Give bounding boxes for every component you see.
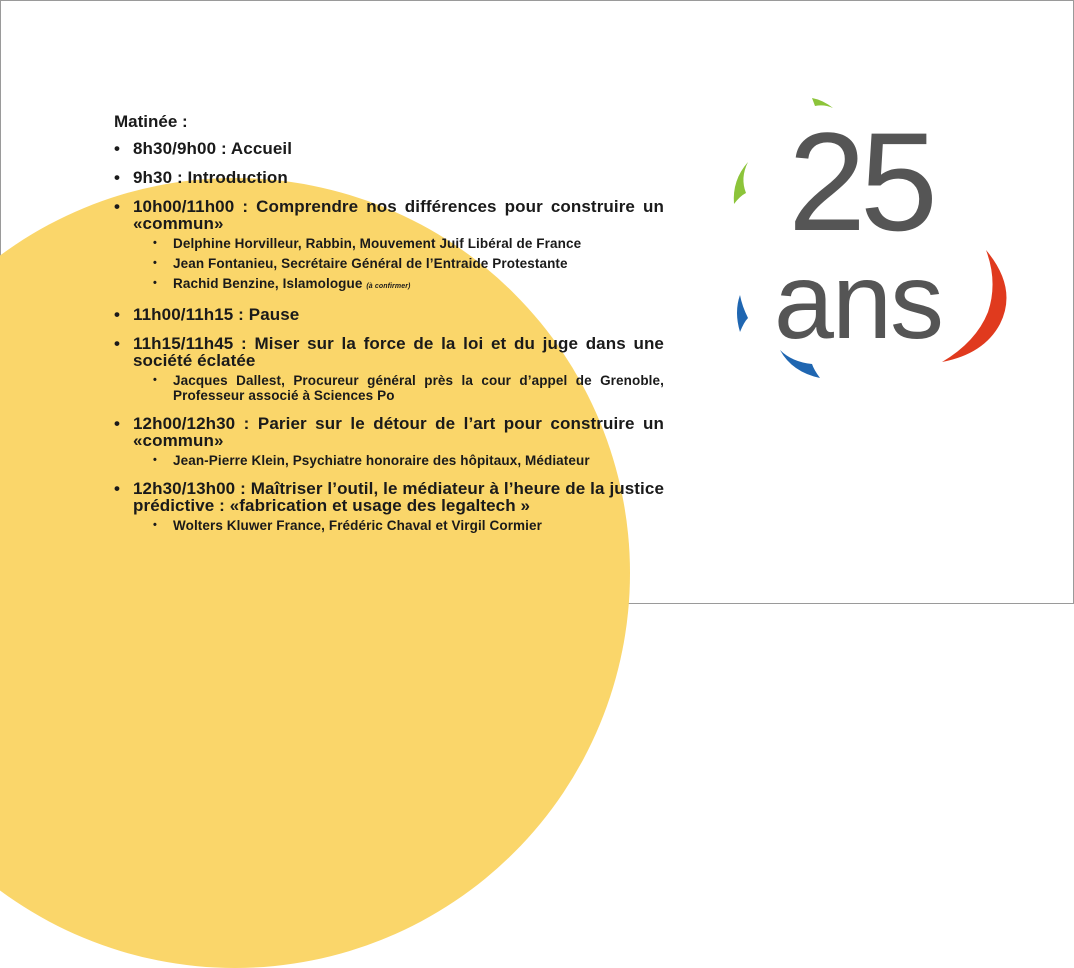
bullet-icon: • xyxy=(114,197,121,216)
agenda-list xyxy=(112,140,664,533)
bullet-icon: • xyxy=(114,479,121,498)
anniversary-logo xyxy=(720,92,1020,382)
bullet-icon: • xyxy=(153,257,157,269)
speaker-list xyxy=(133,518,664,533)
speaker-text: Wolters Kluwer France, Frédéric Chaval et Virgil Cormier xyxy=(173,518,542,533)
agenda-item-text: 10h00/11h00 : Comprendre nos différences pour construire un «commun» xyxy=(133,197,664,233)
agenda-item-text: 9h30 : Introduction xyxy=(133,168,288,187)
speaker-text: Jean-Pierre Klein, Psychiatre honoraire des hôpitaux, Médiateur xyxy=(173,453,590,468)
speaker-item xyxy=(133,236,664,251)
bullet-icon: • xyxy=(153,374,157,386)
red-arc-right xyxy=(942,250,1006,362)
bullet-icon: • xyxy=(114,139,121,158)
bullet-icon: • xyxy=(153,519,157,531)
confirmation-note: (à confirmer) xyxy=(366,283,411,290)
speaker-item xyxy=(133,373,664,403)
bullet-icon: • xyxy=(114,334,121,353)
agenda-item xyxy=(112,480,664,533)
speaker-list xyxy=(133,453,664,468)
agenda-item xyxy=(112,306,664,323)
speaker-text: Jean Fontanieu, Secrétaire Général de l’Entraide Protestante xyxy=(173,256,568,271)
speaker-item xyxy=(133,256,664,271)
bullet-icon: • xyxy=(114,305,121,324)
speaker-item xyxy=(133,453,664,468)
agenda-item-text: 11h15/11h45 : Miser sur la force de la loi et du juge dans une société éclatée xyxy=(133,334,664,370)
speaker-item xyxy=(133,518,664,533)
bullet-icon: • xyxy=(114,168,121,187)
logo-word: ans xyxy=(773,240,943,361)
logo-number: 25 xyxy=(788,103,932,260)
agenda-item-text: 11h00/11h15 : Pause xyxy=(133,305,300,324)
agenda-item xyxy=(112,140,664,157)
green-arc-left xyxy=(734,162,748,204)
speaker-text: Jacques Dallest, Procureur général près la cour d’appel de Grenoble, Professeur associé à Sciences Po xyxy=(173,373,664,403)
speaker-item xyxy=(133,276,664,294)
blue-arc-left xyxy=(737,295,748,332)
agenda-item-text: 8h30/9h00 : Accueil xyxy=(133,139,293,158)
agenda xyxy=(112,112,664,545)
agenda-item-text: 12h00/12h30 : Parier sur le détour de l’art pour construire un «commun» xyxy=(133,414,664,450)
bullet-icon: • xyxy=(153,277,157,289)
bullet-icon: • xyxy=(153,454,157,466)
agenda-item xyxy=(112,198,664,294)
bullet-icon: • xyxy=(153,237,157,249)
speaker-text: Delphine Horvilleur, Rabbin, Mouvement Juif Libéral de France xyxy=(173,236,582,251)
agenda-item-text: 12h30/13h00 : Maîtriser l’outil, le médiateur à l’heure de la justice prédictive : «fabrication et usage des legaltech » xyxy=(133,479,664,515)
speaker-list xyxy=(133,373,664,403)
speaker-list xyxy=(133,236,664,294)
bullet-icon: • xyxy=(114,414,121,433)
agenda-item xyxy=(112,335,664,403)
agenda-item xyxy=(112,415,664,468)
agenda-item xyxy=(112,169,664,186)
agenda-heading: Matinée : xyxy=(114,112,188,131)
speaker-text: Rachid Benzine, Islamologue xyxy=(173,276,363,291)
